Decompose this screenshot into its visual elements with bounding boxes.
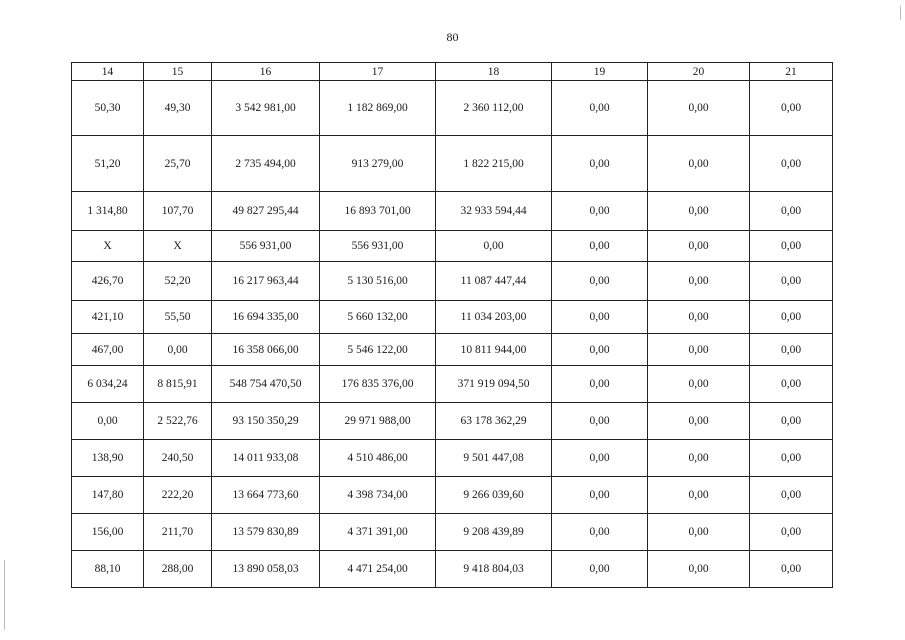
table-cell: 4 371 391,00 — [320, 514, 436, 551]
table-cell: 0,00 — [552, 192, 648, 231]
table-cell: 0,00 — [552, 81, 648, 136]
table-cell: 10 811 944,00 — [436, 334, 552, 366]
table-cell: 426,70 — [72, 262, 144, 301]
table-cell: 0,00 — [552, 366, 648, 403]
table-cell: 176 835 376,00 — [320, 366, 436, 403]
table-cell: 13 890 058,03 — [212, 551, 320, 588]
column-header-19: 19 — [552, 63, 648, 81]
table-cell: 55,50 — [144, 301, 212, 334]
table-cell: X — [144, 231, 212, 262]
table-cell: 0,00 — [648, 551, 750, 588]
table-cell: 288,00 — [144, 551, 212, 588]
table-cell: 0,00 — [648, 514, 750, 551]
table-cell: 0,00 — [648, 192, 750, 231]
table-cell: 0,00 — [750, 551, 833, 588]
table-cell: 1 822 215,00 — [436, 136, 552, 192]
table-cell: 16 893 701,00 — [320, 192, 436, 231]
table-cell: 0,00 — [144, 334, 212, 366]
table-cell: 0,00 — [552, 231, 648, 262]
table-row — [72, 231, 833, 262]
table-cell: 0,00 — [648, 477, 750, 514]
table-cell: 29 971 988,00 — [320, 403, 436, 440]
table-cell: 0,00 — [552, 262, 648, 301]
table-cell: 5 130 516,00 — [320, 262, 436, 301]
column-header-16: 16 — [212, 63, 320, 81]
table-cell: 1 182 869,00 — [320, 81, 436, 136]
table-cell: 556 931,00 — [320, 231, 436, 262]
table-cell: 11 087 447,44 — [436, 262, 552, 301]
table-cell: 0,00 — [552, 136, 648, 192]
table-cell: 93 150 350,29 — [212, 403, 320, 440]
table-cell: 5 660 132,00 — [320, 301, 436, 334]
table-cell: 0,00 — [648, 301, 750, 334]
table-row — [72, 440, 833, 477]
table-cell: 0,00 — [648, 136, 750, 192]
table-cell: 0,00 — [552, 440, 648, 477]
table-cell: 211,70 — [144, 514, 212, 551]
table-cell: 0,00 — [436, 231, 552, 262]
table-cell: 6 034,24 — [72, 366, 144, 403]
table-cell: 0,00 — [648, 366, 750, 403]
scan-mark — [900, 6, 901, 20]
table-cell: 371 919 094,50 — [436, 366, 552, 403]
table-row — [72, 366, 833, 403]
table-cell: 32 933 594,44 — [436, 192, 552, 231]
table-cell: 88,10 — [72, 551, 144, 588]
table-cell: 52,20 — [144, 262, 212, 301]
table-cell: 5 546 122,00 — [320, 334, 436, 366]
table-cell: 9 208 439,89 — [436, 514, 552, 551]
table-cell: 49 827 295,44 — [212, 192, 320, 231]
table-cell: 913 279,00 — [320, 136, 436, 192]
table-cell: 1 314,80 — [72, 192, 144, 231]
table-cell: 2 735 494,00 — [212, 136, 320, 192]
column-header-15: 15 — [144, 63, 212, 81]
table-cell: 0,00 — [648, 231, 750, 262]
table-cell: 0,00 — [750, 81, 833, 136]
table-cell: 0,00 — [72, 403, 144, 440]
table-cell: 0,00 — [750, 192, 833, 231]
column-header-17: 17 — [320, 63, 436, 81]
page-number: 80 — [446, 30, 459, 44]
table-cell: 13 664 773,60 — [212, 477, 320, 514]
table-cell: 0,00 — [750, 366, 833, 403]
table-cell: 0,00 — [552, 403, 648, 440]
table-cell: 147,80 — [72, 477, 144, 514]
table-cell: 9 501 447,08 — [436, 440, 552, 477]
table-cell: 4 510 486,00 — [320, 440, 436, 477]
table-row — [72, 301, 833, 334]
table-cell: 9 418 804,03 — [436, 551, 552, 588]
table-cell: 240,50 — [144, 440, 212, 477]
table-row — [72, 514, 833, 551]
column-header-18: 18 — [436, 63, 552, 81]
table-cell: 50,30 — [72, 81, 144, 136]
table-cell: 0,00 — [552, 334, 648, 366]
table-cell: 107,70 — [144, 192, 212, 231]
table-cell: 0,00 — [648, 334, 750, 366]
table-cell: 16 217 963,44 — [212, 262, 320, 301]
table-row — [72, 81, 833, 136]
column-header-14: 14 — [72, 63, 144, 81]
table-cell: 3 542 981,00 — [212, 81, 320, 136]
column-header-21: 21 — [750, 63, 833, 81]
table-cell: 0,00 — [648, 403, 750, 440]
table-cell: 0,00 — [552, 551, 648, 588]
table-cell: 0,00 — [648, 262, 750, 301]
table-cell: 13 579 830,89 — [212, 514, 320, 551]
table-cell: 11 034 203,00 — [436, 301, 552, 334]
scan-mark — [4, 560, 5, 630]
table-cell: 14 011 933,08 — [212, 440, 320, 477]
table-cell: 0,00 — [750, 136, 833, 192]
data-table — [71, 62, 833, 588]
table-row — [72, 403, 833, 440]
table-cell: 0,00 — [750, 334, 833, 366]
table-cell: 2 522,76 — [144, 403, 212, 440]
table-cell: 421,10 — [72, 301, 144, 334]
table-row — [72, 192, 833, 231]
table-row — [72, 262, 833, 301]
table-cell: 25,70 — [144, 136, 212, 192]
table-row — [72, 551, 833, 588]
table-cell: 0,00 — [552, 301, 648, 334]
table-cell: X — [72, 231, 144, 262]
table-cell: 2 360 112,00 — [436, 81, 552, 136]
table-cell: 0,00 — [750, 231, 833, 262]
table-row — [72, 136, 833, 192]
table-cell: 156,00 — [72, 514, 144, 551]
table-cell: 16 358 066,00 — [212, 334, 320, 366]
table-cell: 4 471 254,00 — [320, 551, 436, 588]
table-row — [72, 334, 833, 366]
table-cell: 0,00 — [648, 81, 750, 136]
table-cell: 8 815,91 — [144, 366, 212, 403]
table-cell: 0,00 — [750, 403, 833, 440]
table-cell: 548 754 470,50 — [212, 366, 320, 403]
table-cell: 0,00 — [750, 514, 833, 551]
table-row — [72, 477, 833, 514]
table-cell: 63 178 362,29 — [436, 403, 552, 440]
table-cell: 4 398 734,00 — [320, 477, 436, 514]
table-cell: 0,00 — [750, 262, 833, 301]
column-header-20: 20 — [648, 63, 750, 81]
table-cell: 9 266 039,60 — [436, 477, 552, 514]
table-cell: 0,00 — [552, 477, 648, 514]
table-header-row — [72, 63, 833, 81]
table-cell: 0,00 — [750, 477, 833, 514]
table-cell: 0,00 — [750, 440, 833, 477]
table-cell: 222,20 — [144, 477, 212, 514]
table-body — [72, 81, 833, 588]
table-cell: 467,00 — [72, 334, 144, 366]
table-cell: 0,00 — [750, 301, 833, 334]
table-cell: 556 931,00 — [212, 231, 320, 262]
table-cell: 0,00 — [552, 514, 648, 551]
table-cell: 0,00 — [648, 440, 750, 477]
table-cell: 16 694 335,00 — [212, 301, 320, 334]
table-cell: 49,30 — [144, 81, 212, 136]
table-cell: 51,20 — [72, 136, 144, 192]
table-cell: 138,90 — [72, 440, 144, 477]
